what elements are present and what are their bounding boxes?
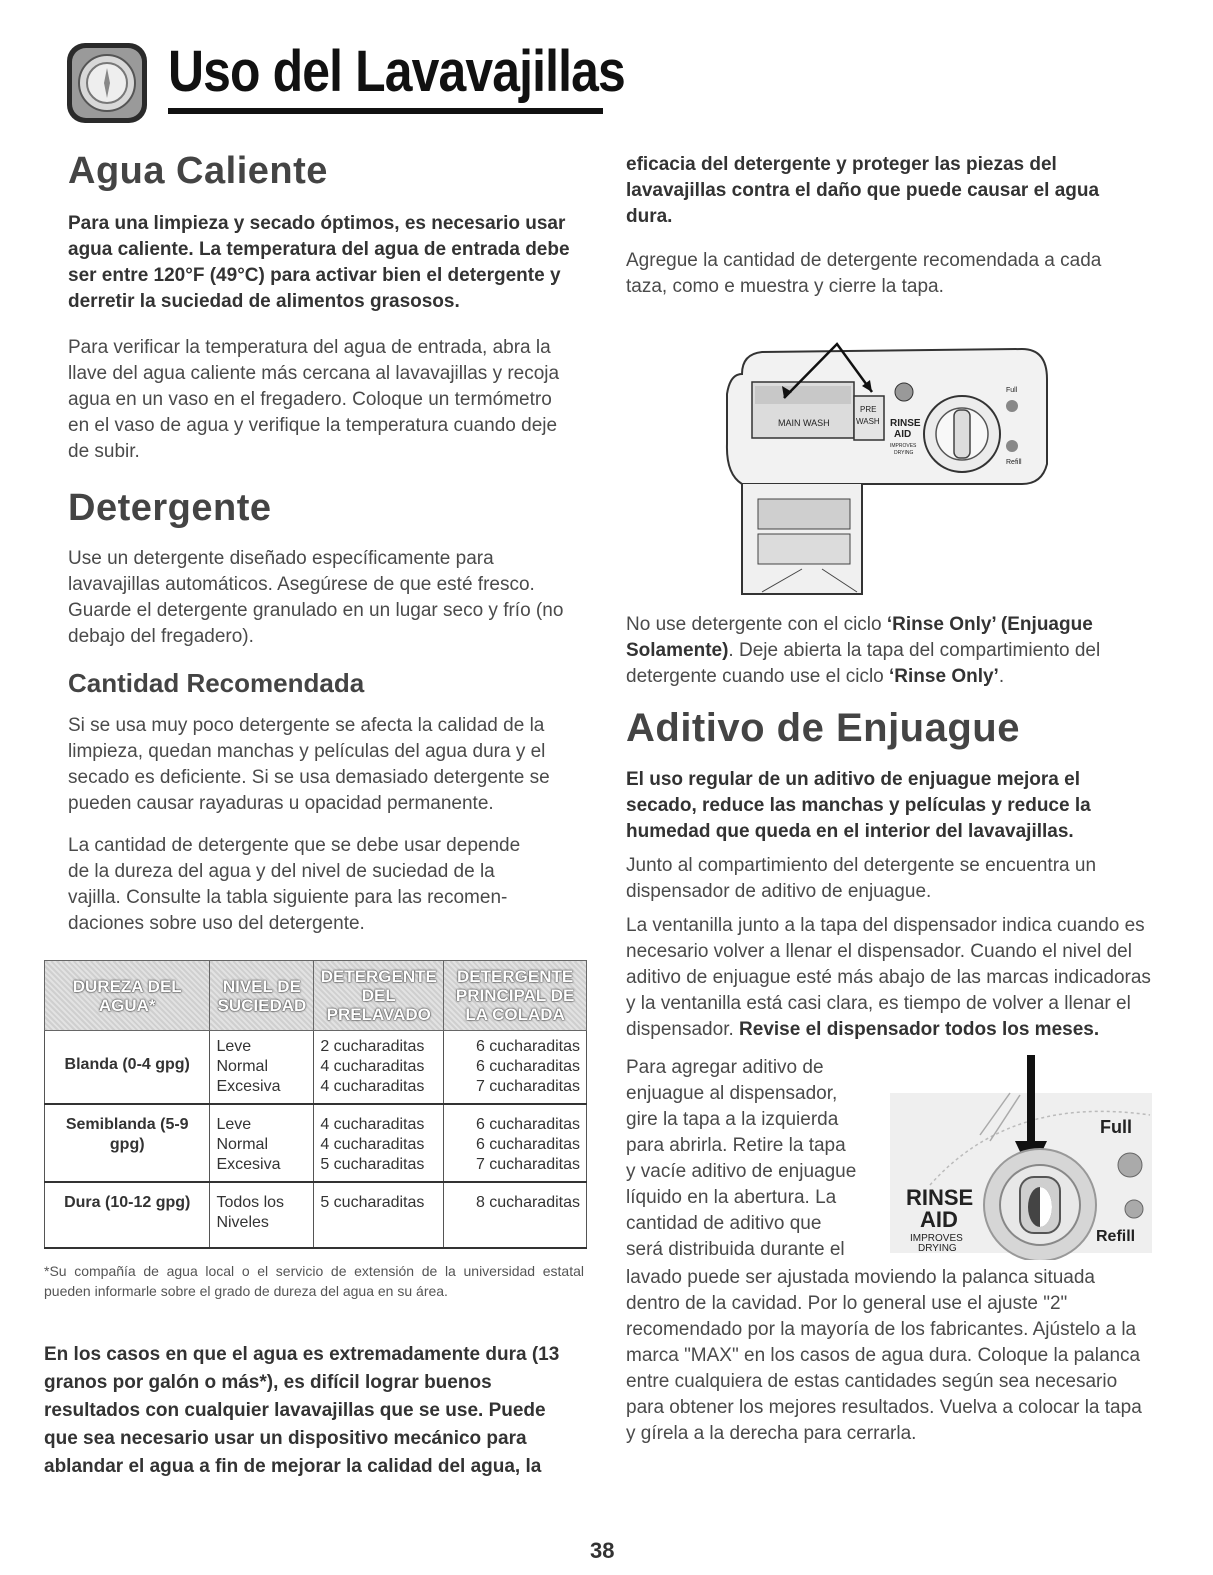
detergent-lead-continued: eficacia del detergente y proteger las piezas del lavavajillas contra el daño que puede causar el agua dura.: [626, 154, 1100, 227]
left-column: [68, 150, 588, 937]
page-number: 38: [590, 1538, 615, 1563]
hot-water-heading: Agua Caliente: [68, 150, 328, 192]
detergent-body: Use un detergente diseñado específicamente para lavavajillas automáticos. Asegúrese de que esté fresco. Guarde el detergente granulado en un lugar seco y frío (no debajo del fregadero).: [68, 548, 564, 647]
hard-water-note: En los casos en que el agua es extremadamente dura (13 granos por galón o más*), es difícil lograr buenos resultados con cualquier lavavajillas que se use. Puede que sea necesario usar un dispositivo mecánico para ablandar el agua a fin de mejorar la calidad del agua, la: [44, 1344, 560, 1477]
add-detergent-text: Agregue la cantidad de detergente recomendada a cada taza, como e muestra y cierre la tapa.: [626, 250, 1102, 297]
wrap-line: enjuague al dispensador,: [626, 1083, 838, 1104]
recommended-p1: Si se usa muy poco detergente se afecta la calidad de la limpieza, quedan manchas y películas del agua dura y el secado es deficiente. Si se usa demasiado detergente se pueden causar rayaduras u opacidad permanente.: [68, 715, 550, 814]
main-cell: 6 cucharaditas 6 cucharaditas 7 cucharaditas: [444, 1104, 587, 1182]
rinse-aid-p2: La ventanilla junto a la tapa del dispensador indica cuando es necesario volver a llenar el dispensador. Cuando el nivel del aditivo de enjuague esté más abajo de las marcas indicadoras y la ventanilla está casi clara, es tiempo de volver a llenar el dispensador. Revise el dispensador todos los meses.: [626, 915, 1151, 1040]
wrap-text: [626, 1055, 896, 1263]
page-title: Uso del Lavavajillas: [168, 39, 625, 104]
wrap-line: cantidad de aditivo que: [626, 1213, 822, 1234]
table-footnote: *Su compañía de agua local o el servicio de extensión de la universidad estatal pueden informarle sobre el grado de dureza del agua en su área.: [44, 1263, 584, 1299]
main-cell: 6 cucharaditas 6 cucharaditas 7 cucharaditas: [444, 1031, 587, 1105]
table-row: [45, 1104, 587, 1182]
dial-aid-label: AID: [920, 1207, 958, 1232]
dial-full-label: Full: [1100, 1117, 1132, 1137]
level-cell: Todos los Niveles: [210, 1182, 314, 1248]
hardness-cell: Blanda (0-4 gpg): [45, 1031, 210, 1105]
main-wash-label: MAIN WASH: [778, 418, 830, 428]
rinse-only-note: No use detergente con el ciclo ‘Rinse Only’ (Enjuague Solamente). Deje abierta la tapa del compartimiento del detergente cuando use el ciclo ‘Rinse Only’.: [626, 614, 1101, 687]
prewash-cell: 2 cucharaditas 4 cucharaditas 4 cucharaditas: [314, 1031, 444, 1105]
table-header: DETERGENTE DEL PRELAVADO: [314, 961, 444, 1031]
prewash-cell: 5 cucharaditas: [314, 1182, 444, 1248]
dispenser-diagram: [722, 334, 1052, 604]
wrap-line: y vacíe aditivo de enjuague: [626, 1161, 857, 1182]
detergent-table-wrap: [44, 960, 587, 1481]
detergent-table: [44, 960, 587, 1249]
wrap-line: gire la tapa a la izquierda: [626, 1109, 839, 1130]
wrap-line: Para agregar aditivo de: [626, 1057, 824, 1078]
diagram-improves-label: IMPROVES: [890, 443, 917, 449]
level-cell: Leve Normal Excesiva: [210, 1031, 314, 1105]
dial-drying-label: DRYING: [918, 1243, 957, 1254]
prewash-cell: 4 cucharaditas 4 cucharaditas 5 cucharaditas: [314, 1104, 444, 1182]
wash-label: WASH: [856, 417, 880, 426]
main-cell: 8 cucharaditas: [444, 1182, 587, 1248]
recommended-p2: La cantidad de detergente que se debe usar depende de la dureza del agua y del nivel de suciedad de la vajilla. Consulte la tabla siguiente para las recomen- daciones sobre uso del detergente.: [68, 835, 521, 934]
table-row: [45, 1031, 587, 1105]
diagram-refill-label: Refill: [1006, 459, 1022, 466]
wrap-line: líquido en la abertura. La: [626, 1187, 837, 1208]
hardness-cell: Dura (10-12 gpg): [45, 1182, 210, 1248]
rinse-aid-rest: lavado puede ser ajustada moviendo la palanca situada dentro de la cavidad. Por lo general use el ajuste "2" recomendado por la mayoría de los fabricantes. Ajústelo a la marca "MAX" en los casos de agua dura. Coloque la palanca entre cualquiera de estas cantidades según sea necesario para obtener los mejores resultados. Vuelva a colocar la tapa y gírela a la derecha para cerrarla.: [626, 1267, 1142, 1444]
table-row: [45, 1182, 587, 1248]
diagram-rinse-label: RINSE: [890, 418, 921, 429]
hot-water-lead: Para una limpieza y secado óptimos, es necesario usar agua caliente. La temperatura del agua de entrada debe ser entre 120°F (49°C) para activar bien el detergente y derretir la suciedad de alimentos grasosos.: [68, 213, 570, 312]
pre-label: PRE: [860, 405, 877, 414]
dishwasher-dial-icon: [66, 42, 148, 124]
diagram-full-label: Full: [1006, 387, 1018, 394]
diagram-drying-label: DRYING: [894, 450, 914, 456]
dial-refill-label: Refill: [1096, 1228, 1136, 1245]
right-column: [626, 152, 1151, 1447]
table-header: DUREZA DEL AGUA*: [45, 961, 210, 1031]
wrap-line: será distribuida durante el: [626, 1239, 845, 1260]
diagram-aid-label: AID: [894, 429, 912, 440]
level-cell: Leve Normal Excesiva: [210, 1104, 314, 1182]
dial-rinse-label: RINSE: [906, 1185, 974, 1210]
rinse-aid-lead: El uso regular de un aditivo de enjuague mejora el secado, reduce las manchas y películas y reduce la humedad que queda en el interior del lavavajillas.: [626, 769, 1091, 842]
recommended-heading: Cantidad Recomendada: [68, 668, 365, 698]
detergent-heading: Detergente: [68, 487, 272, 529]
hardness-cell: Semiblanda (5-9 gpg): [45, 1104, 210, 1182]
table-header: NIVEL DE SUCIEDAD: [210, 961, 314, 1031]
hot-water-body: Para verificar la temperatura del agua de entrada, abra la llave del agua caliente más cercana al lavavajillas y recoja agua en un vaso en el fregadero. Coloque un termómetro en el vaso de agua y verifique la temperatura cuando deje de subir.: [68, 337, 560, 462]
rinse-aid-wrap-block: [626, 1055, 1151, 1265]
wrap-line: para abrirla. Retire la tapa: [626, 1135, 846, 1156]
title-underline: [168, 108, 603, 114]
table-header: DETERGENTE PRINCIPAL DE LA COLADA: [444, 961, 587, 1031]
rinse-aid-dial-diagram: [890, 1055, 1152, 1260]
rinse-aid-p1: Junto al compartimiento del detergente se encuentra un dispensador de aditivo de enjuague.: [626, 855, 1097, 902]
rinse-aid-heading: Aditivo de Enjuague: [626, 706, 1020, 750]
dial-improves-label: IMPROVES: [910, 1233, 963, 1244]
